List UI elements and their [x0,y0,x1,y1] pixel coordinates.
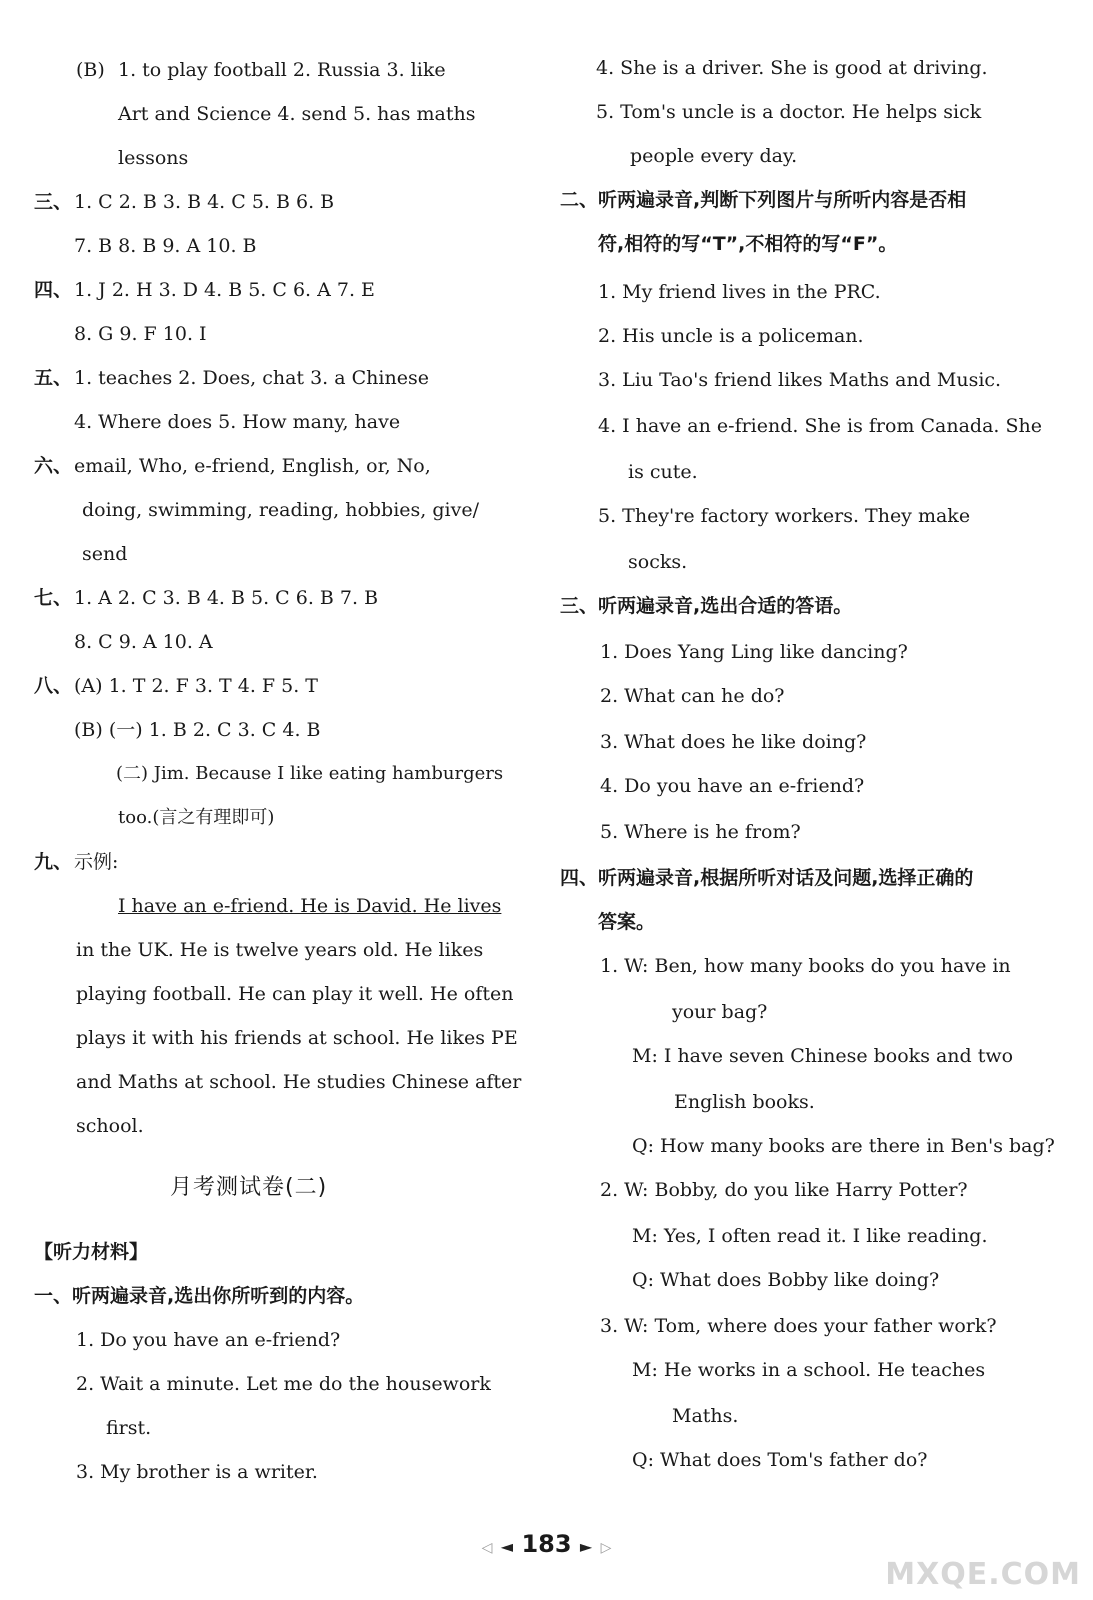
dialogue-line: Q: What does Bobby like doing? [632,1269,940,1291]
listening-item: 2. Wait a minute. Let me do the housework [76,1373,491,1395]
dialogue-line: 3. W: Tom, where does your father work? [600,1315,997,1337]
answer-line: (二) Jim. Because I like eating hamburgers [116,763,504,784]
answer-line: 4. Where does 5. How many, have [74,411,401,433]
section-label: 八、 [34,675,73,697]
answer-line: send [82,543,128,565]
essay-line: and Maths at school. He studies Chinese after [76,1071,522,1093]
answer-line: 1. A 2. C 3. B 4. B 5. C 6. B 7. B [74,587,379,609]
listening-item: 2. His uncle is a policeman. [598,325,864,347]
answer-line: 示例: [74,851,119,873]
listening-item: 5. Tom's uncle is a doctor. He helps sick [596,101,982,123]
part4-heading: 四、听两遍录音,根据所听对话及问题,选择正确的 [560,867,974,889]
section-label: 九、 [34,851,73,873]
answer-line: email, Who, e-friend, English, or, No, [74,455,431,477]
essay-line: in the UK. He is twelve years old. He likes [76,939,484,961]
dialogue-line: English books. [674,1091,815,1113]
answer-line: 7. B 8. B 9. A 10. B [74,235,257,257]
essay-line: school. [76,1115,144,1137]
part2-heading: 二、听两遍录音,判断下列图片与所听内容是否相 [560,189,967,211]
listening-item: 3. My brother is a writer. [76,1461,318,1483]
left-arrow-icon: ◄ [500,1537,514,1556]
listening-heading: 【听力材料】 [34,1241,149,1263]
section-label: 五、 [34,367,73,389]
dialogue-line: M: He works in a school. He teaches [632,1359,986,1381]
listening-item: 5. Where is he from? [600,821,801,843]
section-label: 七、 [34,587,73,609]
answer-line: (B) (一) 1. B 2. C 3. C 4. B [74,719,321,741]
dialogue-line: your bag? [672,1001,768,1023]
label-b: (B) [76,59,105,81]
listening-item: 1. Do you have an e-friend? [76,1329,341,1351]
faint-left-arrow-icon: ◁ [481,1540,493,1556]
listening-item: first. [106,1417,152,1439]
section-label: 六、 [34,455,73,477]
answer-line: 8. G 9. F 10. I [74,323,207,345]
answer-line: (A) 1. T 2. F 3. T 4. F 5. T [74,675,318,697]
dialogue-line: Maths. [672,1405,739,1427]
dialogue-line: M: Yes, I often read it. I like reading. [632,1225,988,1247]
answer-line: 1. J 2. H 3. D 4. B 5. C 6. A 7. E [74,279,375,301]
answer-line: too.(言之有理即可) [118,807,275,828]
watermark-logo: MXQE.COM [885,1557,1081,1592]
answer-line: 1. C 2. B 3. B 4. C 5. B 6. B [74,191,335,213]
dialogue-line: 1. W: Ben, how many books do you have in [600,955,1011,977]
listening-item: people every day. [630,145,798,167]
listening-item: 3. Liu Tao's friend likes Maths and Music. [598,369,1002,391]
answer-line: doing, swimming, reading, hobbies, give/ [82,499,479,521]
section-label: 三、 [34,191,73,213]
answer-line: Art and Science 4. send 5. has maths [118,103,476,125]
page-footer [0,1530,1093,1558]
part3-heading: 三、听两遍录音,选出合适的答语。 [560,595,853,617]
essay-line: I have an e-friend. He is David. He lives [118,895,502,917]
listening-item: 4. She is a driver. She is good at driving. [596,57,988,79]
section-title: 月考测试卷(二) [170,1175,328,1200]
dialogue-line: Q: What does Tom's father do? [632,1449,928,1471]
listening-item: 2. What can he do? [600,685,785,707]
essay-line: playing football. He can play it well. He often [76,983,514,1005]
essay-line: plays it with his friends at school. He likes PE [76,1027,518,1049]
listening-item: is cute. [628,461,698,483]
listening-item: 3. What does he like doing? [600,731,867,753]
part1-heading: 一、听两遍录音,选出你所听到的内容。 [34,1285,365,1307]
page-number: 183 [521,1530,572,1558]
answer-line: lessons [118,147,189,169]
right-arrow-icon: ► [579,1537,593,1556]
listening-item: socks. [628,551,688,573]
answer-line: 8. C 9. A 10. A [74,631,213,653]
dialogue-line: M: I have seven Chinese books and two [632,1045,1014,1067]
section-label: 四、 [34,279,73,301]
listening-item: 4. Do you have an e-friend? [600,775,865,797]
faint-right-arrow-icon: ▷ [600,1540,612,1556]
part2-heading-cont: 符,相符的写“T”,不相符的写“F”。 [598,233,898,255]
listening-item: 1. Does Yang Ling like dancing? [600,641,908,663]
part4-heading-cont: 答案。 [598,911,656,933]
answer-line: 1. to play football 2. Russia 3. like [118,59,446,81]
listening-item: 4. I have an e-friend. She is from Canada. She [598,415,1042,437]
answer-line: 1. teaches 2. Does, chat 3. a Chinese [74,367,429,389]
listening-item: 1. My friend lives in the PRC. [598,281,881,303]
dialogue-line: 2. W: Bobby, do you like Harry Potter? [600,1179,968,1201]
dialogue-line: Q: How many books are there in Ben's bag? [632,1135,1055,1157]
listening-item: 5. They're factory workers. They make [598,505,971,527]
